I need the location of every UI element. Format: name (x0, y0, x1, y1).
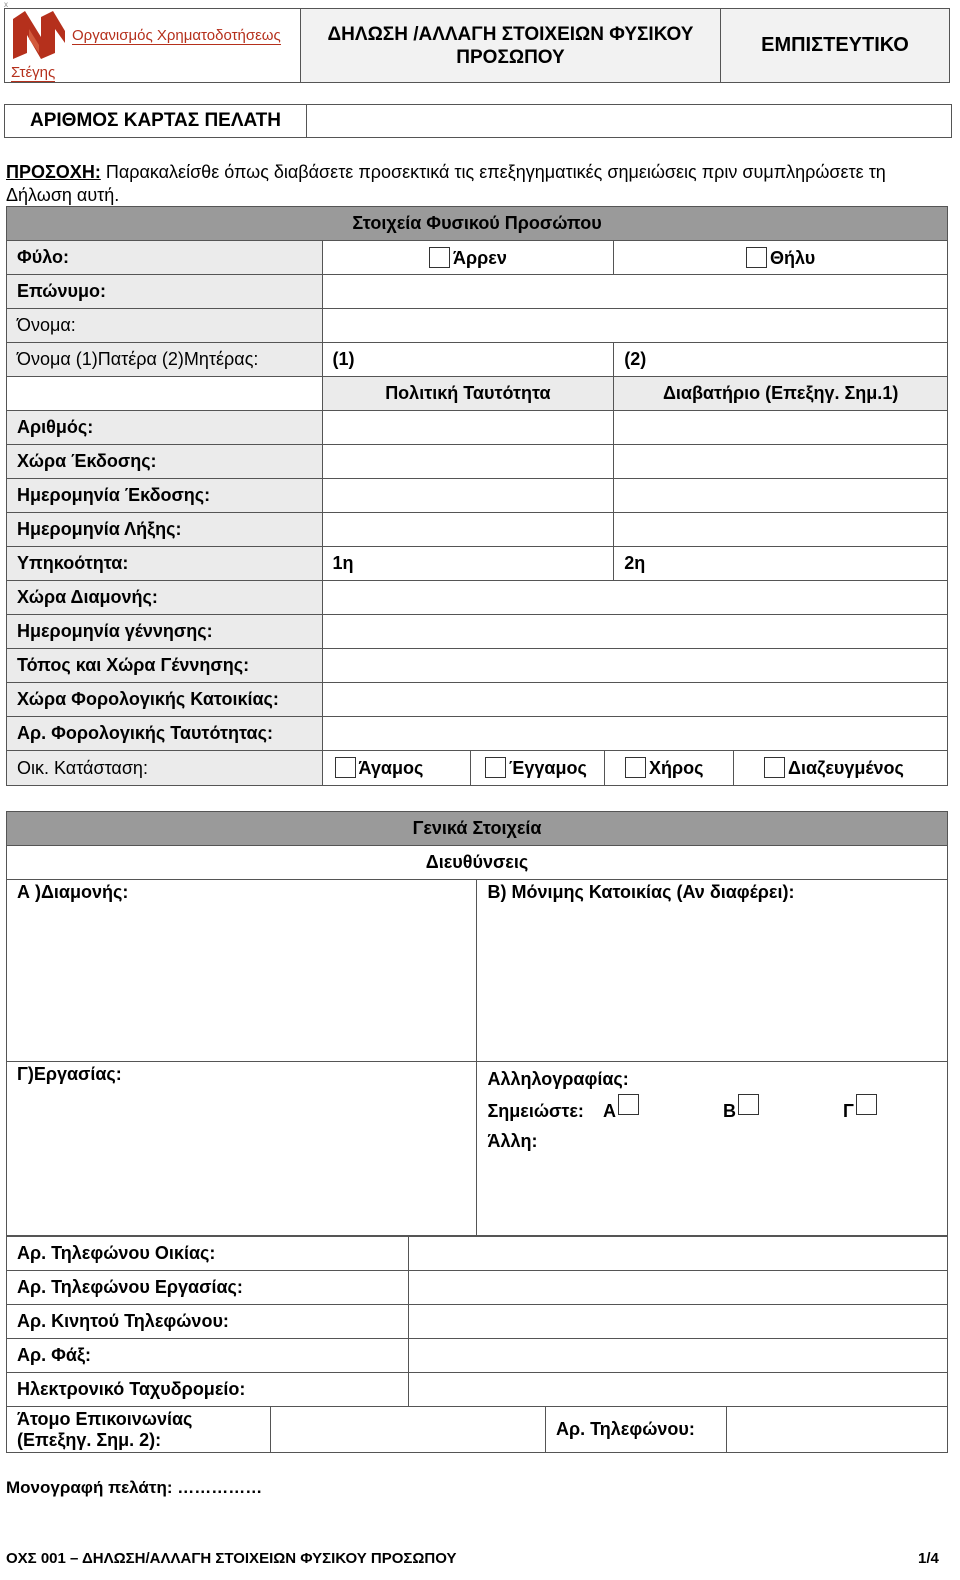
phones-table (6, 1236, 948, 1407)
female-label: Θήλυ (770, 247, 816, 268)
expiry-date-label: Ημερομηνία Λήξης: (7, 513, 323, 547)
name-field[interactable] (322, 309, 947, 343)
notice (6, 161, 951, 207)
gender-female-option[interactable] (614, 241, 948, 275)
permanent-address-field[interactable] (477, 880, 948, 1062)
person-details-table (6, 206, 948, 786)
contact-person-label (7, 1407, 271, 1453)
birth-place-field[interactable] (322, 649, 947, 683)
marital-divorced-option[interactable] (734, 751, 947, 785)
issue-date-label: Ημερομηνία Έκδοσης: (7, 479, 323, 513)
mobile-label: Αρ. Κινητού Τηλεφώνου: (7, 1305, 409, 1339)
citizenship-label: Υπηκοότητα: (7, 547, 323, 581)
marital-options (322, 751, 947, 786)
passport-header: Διαβατήριο (Επεξηγ. Σημ.1) (614, 377, 948, 411)
citizenship-2-field[interactable]: 2η (614, 547, 948, 581)
id-card-header: Πολιτική Ταυτότητα (322, 377, 614, 411)
footer-code: ΟΧΣ 001 (6, 1550, 66, 1567)
mobile-field[interactable] (408, 1305, 947, 1339)
corner-mark: x (4, 0, 8, 9)
fax-field[interactable] (408, 1339, 947, 1373)
general-section-title: Γενικά Στοιχεία (7, 812, 948, 846)
tax-country-label: Χώρα Φορολογικής Κατοικίας: (7, 683, 323, 717)
birth-date-field[interactable] (322, 615, 947, 649)
gender-label: Φύλο: (7, 241, 323, 275)
contact-person-field[interactable] (271, 1407, 546, 1453)
divorced-label: Διαζευγμένος (788, 758, 904, 778)
name-label: Όνομα: (7, 309, 323, 343)
option-c-label: Γ (842, 1101, 854, 1121)
fax-label: Αρ. Φάξ: (7, 1339, 409, 1373)
passport-issue-date-field[interactable] (614, 479, 948, 513)
organization-name: Οργανισμός Χρηματοδοτήσεως Στέγης (11, 26, 281, 81)
mother-name-field[interactable]: (2) (614, 343, 948, 377)
option-b-checkbox[interactable] (738, 1094, 759, 1115)
initials-dots[interactable]: …………… (172, 1478, 263, 1497)
female-checkbox[interactable] (746, 247, 767, 268)
mail-address-label: Αλληλογραφίας: (487, 1069, 629, 1089)
parents-label: Όνομα (1)Πατέρα (2)Μητέρας: (7, 343, 323, 377)
number-label: Αριθμός: (7, 411, 323, 445)
logo-cell (5, 9, 301, 83)
page-number: 1/4 (918, 1550, 939, 1567)
single-checkbox[interactable] (335, 757, 356, 778)
married-label: Έγγαμος (509, 758, 587, 778)
id-expiry-date-field[interactable] (322, 513, 614, 547)
contact-phone-label: Αρ. Τηλεφώνου: (546, 1407, 727, 1453)
confidential-label: ΕΜΠΙΣΤΕΥΤΙΚΟ (721, 9, 950, 83)
tax-country-field[interactable] (322, 683, 947, 717)
work-address-field[interactable] (7, 1062, 477, 1236)
initials-label: Μονογραφή πελάτη: (6, 1478, 173, 1497)
passport-expiry-date-field[interactable] (614, 513, 948, 547)
phone-home-label: Αρ. Τηλεφώνου Οικίας: (7, 1237, 409, 1271)
widowed-checkbox[interactable] (625, 757, 646, 778)
form-title (301, 9, 721, 83)
email-field[interactable] (408, 1373, 947, 1407)
initials (6, 1478, 262, 1498)
general-details-table (6, 811, 948, 1236)
mail-address-field[interactable] (477, 1062, 948, 1236)
issue-country-label: Χώρα Έκδοσης: (7, 445, 323, 479)
option-b-label: Β (722, 1101, 736, 1121)
tax-id-field[interactable] (322, 717, 947, 751)
surname-field[interactable] (322, 275, 947, 309)
surname-label: Επώνυμο: (7, 275, 323, 309)
male-label: Άρρεν (453, 247, 507, 268)
contact-person-line1: Άτομο Επικοινωνίας (17, 1408, 193, 1429)
residence-country-label: Χώρα Διαμονής: (7, 581, 323, 615)
card-number-label: ΑΡΙΘΜΟΣ ΚΑΡΤΑΣ ΠΕΛΑΤΗ (5, 105, 307, 138)
option-a-label: Α (602, 1101, 616, 1121)
marital-widowed-option[interactable] (605, 751, 734, 785)
id-type-blank (7, 377, 323, 411)
birth-place-label: Τόπος και Χώρα Γέννησης: (7, 649, 323, 683)
phone-home-field[interactable] (408, 1237, 947, 1271)
divorced-checkbox[interactable] (764, 757, 785, 778)
residence-address-field[interactable] (7, 880, 477, 1062)
contact-phone-field[interactable] (727, 1407, 948, 1453)
single-label: Άγαμος (358, 758, 424, 778)
option-c-checkbox[interactable] (856, 1094, 877, 1115)
work-address-label: Γ)Εργασίας: (17, 1064, 122, 1084)
marital-label: Οικ. Κατάσταση: (7, 751, 323, 786)
father-name-field[interactable]: (1) (322, 343, 614, 377)
mail-address-choice (487, 1094, 937, 1126)
id-number-field[interactable] (322, 411, 614, 445)
birth-date-label: Ημερομηνία γέννησης: (7, 615, 323, 649)
passport-number-field[interactable] (614, 411, 948, 445)
form-title-line1: ΔΗΛΩΣΗ /ΑΛΛΑΓΗ ΣΤΟΙΧΕΙΩΝ ΦΥΣΙΚΟΥ (327, 23, 694, 45)
tax-id-label: Αρ. Φορολογικής Ταυτότητας: (7, 717, 323, 751)
notice-text: Παρακαλείσθε όπως διαβάσετε προσεκτικά τις επεξηγηματικές σημειώσεις πριν συμπληρώσετε τη Δήλωση αυτή. (6, 162, 886, 205)
id-issue-country-field[interactable] (322, 445, 614, 479)
footer-title (6, 1550, 457, 1567)
widowed-label: Χήρος (649, 758, 704, 778)
marital-single-option[interactable] (323, 751, 471, 785)
form-header (4, 8, 950, 83)
email-label: Ηλεκτρονικό Ταχυδρομείο: (7, 1373, 409, 1407)
marital-married-option[interactable] (471, 751, 605, 785)
footer-form-title: – ΔΗΛΩΣΗ/ΑΛΛΑΓΗ ΣΤΟΙΧΕΙΩΝ ΦΥΣΙΚΟΥ ΠΡΟΣΩΠΟΥ (65, 1550, 457, 1567)
gender-male-option[interactable] (322, 241, 614, 275)
contact-person-table (6, 1406, 948, 1453)
organization-logo (11, 9, 67, 61)
card-number-field[interactable] (307, 105, 952, 138)
permanent-address-label: Β) Μόνιμης Κατοικίας (Αν διαφέρει): (487, 882, 795, 902)
card-number-row (4, 104, 952, 138)
residence-country-field[interactable] (322, 581, 947, 615)
married-checkbox[interactable] (485, 757, 506, 778)
addresses-header: Διευθύνσεις (7, 846, 948, 880)
note-label: Σημειώστε: (487, 1101, 584, 1121)
phone-work-label: Αρ. Τηλεφώνου Εργασίας: (7, 1271, 409, 1305)
form-title-line2: ΠΡΟΣΩΠΟΥ (456, 46, 565, 68)
citizenship-1-field[interactable]: 1η (322, 547, 614, 581)
notice-prefix: ΠΡΟΣΟΧΗ: (6, 162, 101, 182)
id-issue-date-field[interactable] (322, 479, 614, 513)
phone-work-field[interactable] (408, 1271, 947, 1305)
contact-person-line2: (Επεξηγ. Σημ. 2): (17, 1429, 162, 1450)
person-section-title: Στοιχεία Φυσικού Προσώπου (7, 207, 948, 241)
residence-address-label: Α )Διαμονής: (17, 882, 129, 902)
passport-issue-country-field[interactable] (614, 445, 948, 479)
option-a-checkbox[interactable] (618, 1094, 639, 1115)
other-address-label: Άλλη: (487, 1131, 538, 1151)
male-checkbox[interactable] (429, 247, 450, 268)
